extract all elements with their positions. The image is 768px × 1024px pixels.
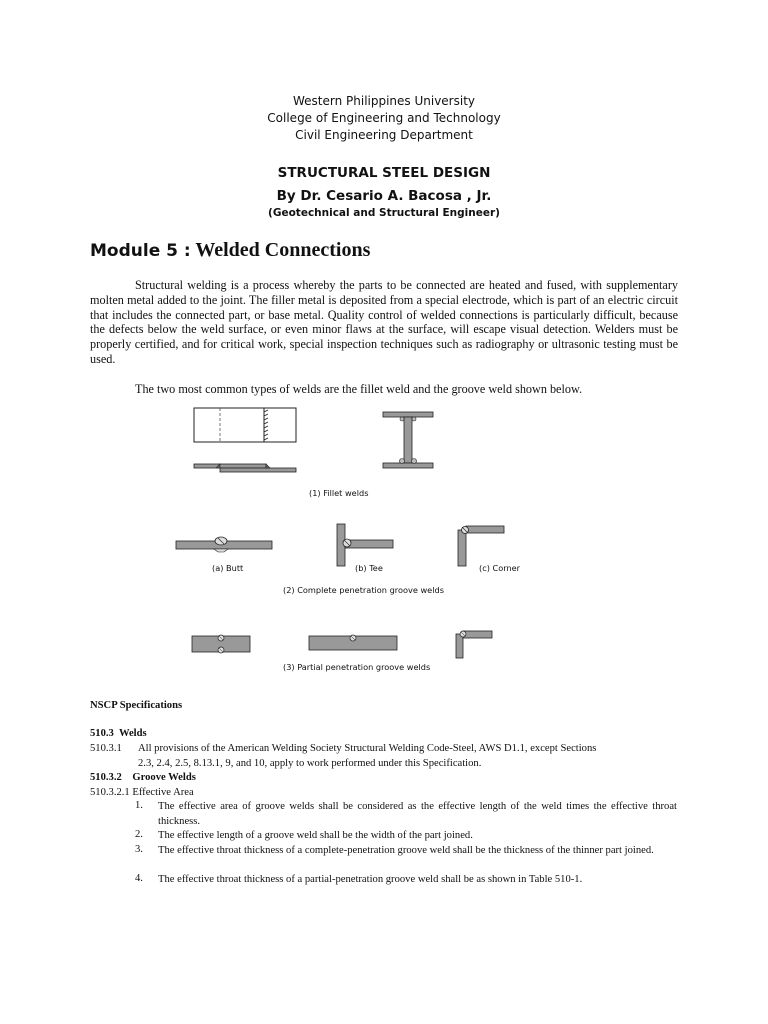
partial-corner-figure <box>452 628 496 660</box>
list-item-text: The effective throat thickness of a complete-penetration groove weld shall be the thickness of the thinner part joined. <box>158 845 654 856</box>
section-510-3-number: 510.3 <box>90 728 114 739</box>
fillet-welds-caption: (1) Fillet welds <box>309 488 369 498</box>
intro-paragraph <box>90 278 678 367</box>
corner-weld-figure <box>454 524 510 568</box>
author-title: (Geotechnical and Structural Engineer) <box>268 207 500 219</box>
section-510-3-2-number: 510.3.2 <box>90 772 122 783</box>
section-510-3-1-text-b: 2.3, 2.4, 2.5, 8.13.1, 9, and 10, apply to work performed under this Specification. <box>138 758 482 769</box>
tee-label: (b) Tee <box>355 563 383 573</box>
list-item-text: The effective throat thickness of a partial-penetration groove weld shall be as shown in Table 510-1. <box>158 874 583 885</box>
types-sentence: The two most common types of welds are the fillet weld and the groove weld shown below. <box>135 382 582 396</box>
section-510-3-1-text-a: All provisions of the American Welding Society Structural Welding Code-Steel, AWS D1.1, except Sections <box>138 743 597 754</box>
fillet-i-section-figure <box>378 410 438 472</box>
module-heading <box>90 239 370 262</box>
university-name: Western Philippines University <box>292 94 476 108</box>
list-item-number: 1. <box>135 800 143 811</box>
partial-penetration-caption: (3) Partial penetration groove welds <box>283 662 431 672</box>
college-name: College of Engineering and Technology <box>267 111 501 125</box>
butt-weld-figure <box>174 534 274 554</box>
partial-double-groove-figure <box>190 630 254 658</box>
types-paragraph <box>90 382 678 397</box>
list-item-text: The effective length of a groove weld shall be the width of the part joined. <box>158 830 473 841</box>
partial-single-groove-figure <box>307 630 401 654</box>
intro-paragraph-text: Structural welding is a process whereby the parts to be connected are heated and fused, with supplementary molten metal added to the joint. The filler metal is deposited from a special electrode, which is part of an electric circuit that includes the connected part, or base metal. Quality control of welded connections is particularly difficult, because the defects below the weld surface, or even minor flaws at the surface, will escape visual detection. Welders must be properly certified, and for critical work, special inspection techniques such as radiography or ultrasonic testing must be used. <box>90 278 678 366</box>
course-title: STRUCTURAL STEEL DESIGN <box>277 165 491 181</box>
module-title: Welded Connections <box>195 239 371 261</box>
author-line: By Dr. Cesario A. Bacosa , Jr. <box>276 188 492 204</box>
complete-penetration-caption: (2) Complete penetration groove welds <box>283 585 444 595</box>
fillet-lap-joint-figure <box>190 406 300 478</box>
section-510-3-title: Welds <box>118 728 147 739</box>
section-510-3-2-heading <box>90 771 196 786</box>
list-item-number: 3. <box>135 844 143 855</box>
specs-heading: NSCP Specifications <box>90 700 183 711</box>
department-name: Civil Engineering Department <box>295 128 473 142</box>
module-label: Module 5 : <box>90 241 191 261</box>
section-510-3-2-title: Groove Welds <box>132 772 196 783</box>
list-item-number: 2. <box>135 829 143 840</box>
butt-label: (a) Butt <box>212 563 244 573</box>
list-item-number: 4. <box>135 873 143 884</box>
section-510-3-heading <box>90 727 147 742</box>
section-510-3-2-1: 510.3.2.1 Effective Area <box>90 787 194 798</box>
tee-weld-figure <box>333 522 397 568</box>
list-item-text: The effective area of groove welds shall be considered as the effective length of the weld times the effective throat thickness. <box>158 801 677 827</box>
corner-label: (c) Corner <box>479 563 521 573</box>
section-510-3-1-number: 510.3.1 <box>90 743 122 754</box>
